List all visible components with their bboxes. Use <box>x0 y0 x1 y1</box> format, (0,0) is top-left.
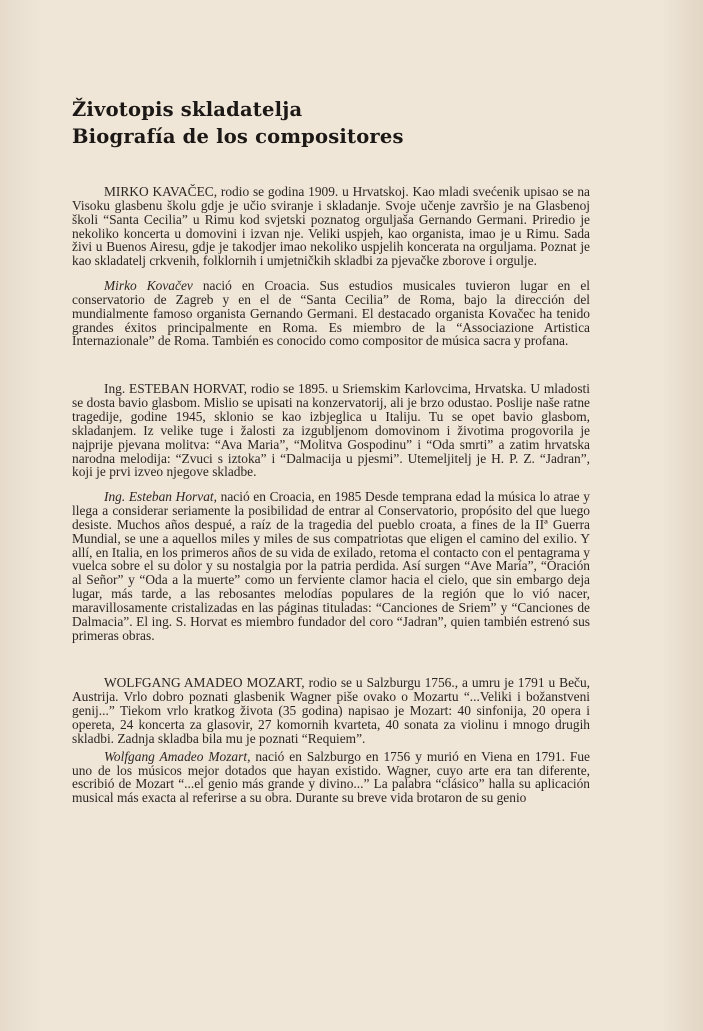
bio-horvat-croatian: Ing. ESTEBAN HORVAT, rodio se 1895. u Sriemskim Karlovcima, Hrvatska. U mladosti se dosta bavio glasbom. Mislio se upisati na konzervatorij, ali je brzo odustao. Poslije naše ratne tragedije, godine 1945, sklonio se kao izbjeglica u Italiju. Tu se opet bavio glasbom, skladanjem. Iz velike tuge i žalosti za izgubljenom domovinom i životima progovorila je najprije pjevana molitva: “Ava Maria”, “Molitva Gospodinu” i “Oda smrti” a zatim hrvatska narodna melodija: “Zvuci s iztoka” i “Dalmacija u pjesmi”. Utemeljitelj je H. P. Z. “Jadran”, koji je prvi izveo njegove skladbe. <box>72 381 590 480</box>
headings <box>72 96 404 150</box>
bio-horvat-spanish <box>72 490 590 642</box>
bio-mozart-spanish-name: Wolfgang Amadeo Mozart <box>104 748 248 764</box>
heading-croatian: Životopis skladatelja <box>72 98 303 121</box>
biographies <box>72 185 590 805</box>
bio-horvat-spanish-text: , nació en Croacia, en 1985 Desde temprana edad la música lo atrae y llega a considerar seriamente la posibilidad de entrar al Conservatorio, propósito del que luego desiste. Muchos años despué, a raíz de la tragedia del pueblo croata, a fines de la IIª Guerra Mundial, se une a aquellos miles y miles de sus compatriotas que eligen el camino del exilio. Y allí, en Italia, en los primeros años de su vida de exilado, retoma el contacto con el pentagrama y vuelca sobre el su dolor y su nostalgia por la patria perdida. Así surgen “Ave María”, “Oración al Señor” y “Oda a la muerte” como un ferviente clamor hacia el cielo, que sin embargo deja lugar, más tarde, a las rebosantes melodías populares de la región que lo vió nacer, maravillosamente cristalizadas en las páginas tituladas: “Canciones de Sriem” y “Canciones de Dalmacia”. El ing. S. Horvat es miembro fundador del coro “Jadran”, quien también estrenó sus primeras obras. <box>72 489 590 643</box>
bio-kavacec-spanish-name: Mirko Kovačev <box>104 278 193 294</box>
heading-spanish: Biografía de los compositores <box>72 125 404 148</box>
bio-mozart-spanish <box>72 750 590 805</box>
bio-kavacec-croatian: MIRKO KAVAČEC, rodio se godina 1909. u Hrvatskoj. Kao mladi svećenik upisao se na Visoku glasbenu školu gdje je učio sviranje i skladanje. Svoje učenje završio je na Glasbenoj školi “Santa Cecilia” u Rimu kod svjetski poznatog orguljaša Gernando Germani. Priredio je nekoliko koncerta u domovini i izvan nje. Veliki uspjeh, kao organista, imao je u Rimu. Sada živi u Buenos Airesu, gdje je takodjer imao nekoliko uspjelih koncerata na orguljama. Poznat je kao skladatelj crkvenih, folklornih i umjetničkih skladbi za pjevačke zborove i orgulje. <box>72 184 590 269</box>
bio-mozart-croatian: WOLFGANG AMADEO MOZART, rodio se u Salzburgu 1756., a umru je 1791 u Beču, Austrija. Vrlo dobro poznati glasbenik Wagner piše ovako o Mozartu “...Veliki i božanstveni genij...” Tiekom vrlo kratkog života (35 godina) napisao je Mozart: 40 sinfonija, 20 opera i opereta, 24 koncerta za glasovir, 27 komornih kvarteta, 40 sonata za violinu i mnogo drugih skladbi. Zadnja skladba bila mu je poznati “Requiem”. <box>72 675 590 746</box>
bio-horvat-spanish-name: Ing. Esteban Horvat <box>104 489 214 505</box>
bio-kavacec-spanish-text: nació en Croacia. Sus estudios musicales tuvieron lugar en el conservatorio de Zagreb y en el de “Santa Cecilia” de Roma, bajo la dirección del mundialmente famoso organista Gernando Germani. El destacado organista Kovačec ha tenido grandes éxitos principalmente en Roma. Es miembro de la “Associazione Artistica Internazionale” de Roma. También es conocido como compositor de música sacra y profana. <box>72 278 590 349</box>
bio-kavacec-spanish <box>72 279 590 348</box>
bio-mozart-spanish-text: , nació en Salzburgo en 1756 y murió en Viena en 1791. Fue uno de los músicos mejor dotados que hayan existido. Wagner, cuyo arte era tan diferente, escribió de Mozart “...el genio más grande y divino...” La palabra “clásico” halla su aplicación musical más exacta al referirse a su obra. Durante su breve vida brotaron de su genio <box>72 748 590 806</box>
